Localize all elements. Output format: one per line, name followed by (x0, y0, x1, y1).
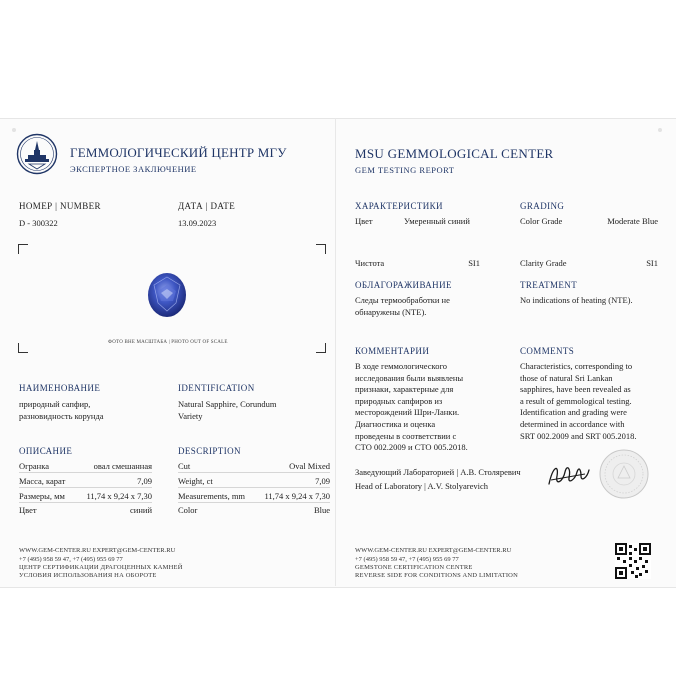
msu-building-logo-icon (16, 133, 58, 175)
footer-conditions-en: REVERSE SIDE FOR CONDITIONS AND LIMITATION (355, 572, 518, 579)
comments-en-line: those of natural Sri Lankan (520, 372, 613, 383)
desc-en-row-label: Cut (178, 461, 191, 471)
comments-ru-line: исследования были выявлены (355, 372, 464, 383)
center-name-ru: ГЕММОЛОГИЧЕСКИЙ ЦЕНТР МГУ (70, 145, 287, 160)
comments-ru-line: проведены в соответствии с (355, 430, 457, 441)
comments-ru-line: СТО 002.2009 и СТО 005.2018. (355, 442, 468, 453)
comments-en-text (520, 361, 670, 442)
desc-en-row-value: 7,09 (315, 476, 330, 486)
report-type-en: GEM TESTING REPORT (355, 165, 455, 175)
emboss-dot (12, 128, 16, 132)
footer-centre: ЦЕНТР СЕРТИФИКАЦИИ ДРАГОЦЕННЫХ КАМНЕЙ (19, 564, 183, 571)
photo-frame-corner (316, 343, 326, 353)
treatment-ru-line2: обнаружены (NTE). (355, 307, 427, 317)
comments-ru-line: признаки, характерные для (355, 384, 454, 395)
comments-en-line: Characteristics, corresponding to (520, 361, 633, 371)
desc-ru-label: ОПИСАНИЕ (19, 446, 73, 456)
photo-caption: ФОТО ВНЕ МАСШТАБА | PHOTO OUT OF SCALE (108, 340, 228, 345)
comments-en-line: determined in accordance with (520, 418, 625, 429)
name-ru-line1: природный сапфир, (19, 399, 91, 409)
head-of-lab-ru: Заведующий Лабораторией | А.В. Столяревич (355, 467, 521, 477)
comments-en-line: sapphires, have been revealed as (520, 384, 631, 395)
desc-en-row-label: Weight, ct (178, 476, 213, 486)
photo-frame-corner (18, 343, 28, 353)
emboss-dot (658, 128, 662, 132)
photo-frame-corner (18, 244, 28, 254)
row-divider (178, 472, 330, 473)
row-divider (19, 472, 152, 473)
number-value: D - 300322 (19, 218, 58, 228)
clarity-ru-value: SI1 (468, 258, 480, 268)
color-ru-value: Умеренный синий (404, 216, 470, 226)
comments-ru-text (355, 361, 515, 454)
comments-en-line: Identification and grading were (520, 407, 627, 418)
treatment-ru-line1: Следы термообработки не (355, 295, 450, 305)
footer-web-email-en: WWW.GEM-CENTER.RU EXPERT@GEM-CENTER.RU (355, 547, 512, 554)
footer-phones-en: +7 (495) 958 59 47, +7 (495) 955 69 77 (355, 556, 459, 563)
certificate-card (0, 118, 676, 588)
center-fold-line (335, 118, 336, 586)
desc-en-row-value: Blue (313, 505, 330, 515)
report-type-ru: ЭКСПЕРТНОЕ ЗАКЛЮЧЕНИЕ (70, 164, 197, 174)
photo-frame-corner (316, 244, 326, 254)
desc-ru-row-label: Цвет (19, 505, 37, 515)
qr-code-icon (615, 543, 651, 579)
clarity-ru-label: Чистота (355, 258, 385, 268)
desc-ru-row-label: Масса, карат (19, 476, 66, 486)
head-of-lab-en: Head of Laboratory | A.V. Stolyarevich (355, 481, 489, 491)
desc-en-row-label: Color (178, 505, 198, 515)
comments-ru-line: природных сапфиров из (355, 395, 443, 406)
name-en-label: IDENTIFICATION (178, 383, 255, 393)
comments-en-line: a result of gemmological testing. (520, 395, 632, 406)
color-grade-label: Color Grade (520, 216, 563, 226)
clarity-grade-label: Clarity Grade (520, 258, 567, 268)
desc-en-row-label: Measurements, mm (178, 491, 246, 501)
row-divider (19, 502, 152, 503)
treatment-en-line1: No indications of heating (NTE). (520, 295, 633, 305)
sapphire-photo (146, 271, 188, 319)
signature-icon (545, 458, 593, 492)
clarity-grade-value: SI1 (646, 258, 658, 268)
color-grade-value: Moderate Blue (607, 216, 658, 226)
footer-centre-en: GEMSTONE CERTIFICATION CENTRE (355, 564, 473, 571)
date-value: 13.09.2023 (178, 218, 217, 228)
footer-conditions: УСЛОВИЯ ИСПОЛЬЗОВАНИЯ НА ОБОРОТЕ (19, 572, 157, 579)
name-ru-line2: разновидность корунда (19, 411, 104, 421)
name-en-line1: Natural Sapphire, Corundum (178, 399, 277, 409)
desc-ru-row-label: Размеры, мм (19, 491, 65, 501)
grading-label: GRADING (520, 201, 565, 211)
footer-phones: +7 (495) 958 59 47, +7 (495) 955 69 77 (19, 556, 123, 563)
treatment-en-label: TREATMENT (520, 280, 578, 290)
desc-en-row-value: 11,74 x 9,24 x 7,30 (264, 491, 330, 501)
comments-en-line: SRT 002.2009 and SRT 005.2018. (520, 430, 637, 441)
comments-ru-label: КОММЕНТАРИИ (355, 346, 430, 356)
number-label: НОМЕР | NUMBER (19, 201, 101, 211)
color-ru-label: Цвет (355, 216, 373, 226)
treatment-ru-label: ОБЛАГОРАЖИВАНИЕ (355, 280, 452, 290)
date-label: ДАТА | DATE (178, 201, 236, 211)
comments-en-label: COMMENTS (520, 346, 575, 356)
name-ru-label: НАИМЕНОВАНИЕ (19, 383, 101, 393)
row-divider (19, 487, 152, 488)
comments-ru-line: Диагностика и оценка (355, 418, 436, 429)
desc-ru-row-label: Огранка (19, 461, 49, 471)
desc-ru-row-value: 7,09 (137, 476, 152, 486)
seal-stamp-icon (598, 448, 650, 500)
desc-ru-row-value: овал смешанная (93, 461, 152, 471)
name-en-line2: Variety (178, 411, 203, 421)
comments-ru-line: месторождений Шри-Ланки. (355, 407, 460, 418)
footer-web-email: WWW.GEM-CENTER.RU EXPERT@GEM-CENTER.RU (19, 547, 176, 554)
characteristics-label: ХАРАКТЕРИСТИКИ (355, 201, 443, 211)
center-name-en: MSU GEMMOLOGICAL CENTER (355, 146, 554, 161)
row-divider (178, 502, 330, 503)
row-divider (178, 487, 330, 488)
desc-ru-row-value: 11,74 x 9,24 x 7,30 (86, 491, 152, 501)
desc-ru-row-value: синий (130, 505, 152, 515)
desc-en-label: DESCRIPTION (178, 446, 241, 456)
comments-ru-line: В ходе геммологического (355, 361, 448, 371)
desc-en-row-value: Oval Mixed (289, 461, 330, 471)
